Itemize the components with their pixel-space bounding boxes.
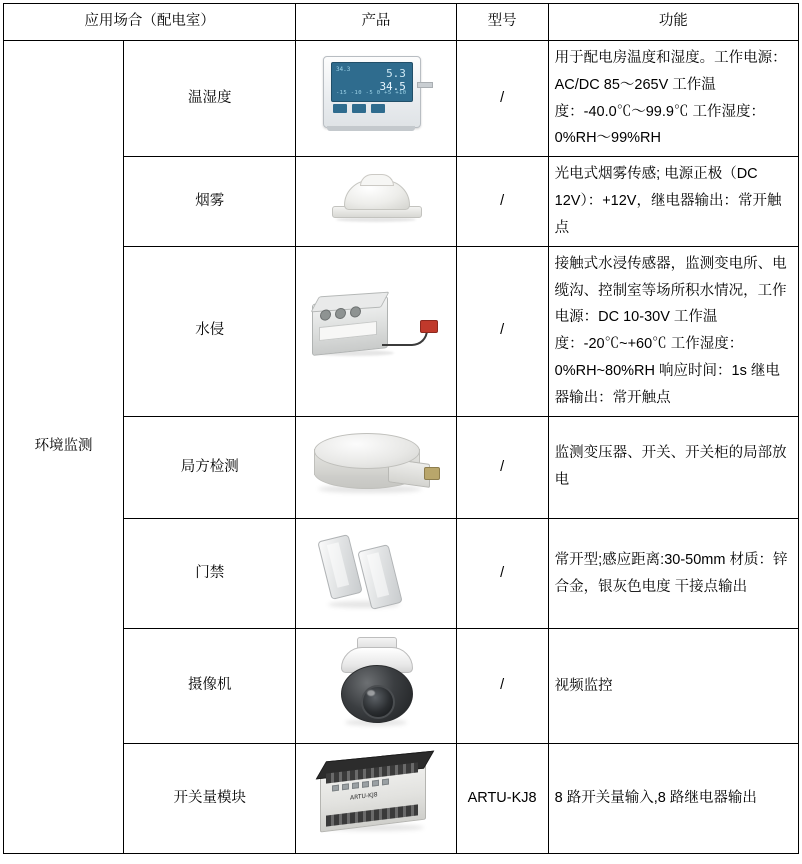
model-cell: / — [456, 246, 548, 416]
detector-top — [360, 174, 394, 186]
model-cell: / — [456, 629, 548, 743]
scene-cell-environment-monitoring: 环境监测 — [4, 41, 124, 854]
sensor-connector — [424, 467, 440, 480]
function-cell: 常开型;感应距离:30-50mm 材质：锌合金，银灰色电度 干接点输出 — [548, 518, 798, 628]
table-header — [4, 4, 799, 41]
ptz-camera-image — [311, 633, 441, 729]
product-image-cell — [296, 518, 456, 628]
device-name-cell: 摄像机 — [124, 629, 296, 743]
header-function: 功能 — [548, 4, 798, 41]
table-row — [4, 246, 799, 416]
display-main-value: 5.3 — [386, 66, 406, 80]
device-name-cell: 水侵 — [124, 246, 296, 416]
product-image-cell — [296, 41, 456, 157]
artu-switch-module-image — [302, 748, 452, 840]
table-row — [4, 416, 799, 518]
partial-discharge-sensor-image — [302, 421, 452, 505]
function-cell: 光电式烟雾传感; 电源正极（DC 12V）：+12V，继电器输出：常开触点 — [548, 157, 798, 246]
table-row — [4, 629, 799, 743]
display-tag: 34.3 — [335, 65, 351, 73]
product-image-cell — [296, 157, 456, 246]
smoke-detector-image — [316, 162, 436, 232]
document-page — [0, 3, 802, 864]
product-image-cell — [296, 629, 456, 743]
model-cell: ARTU-KJ8 — [456, 743, 548, 853]
device-name-cell: 温湿度 — [124, 41, 296, 157]
meter-buttons — [333, 104, 385, 113]
meter-probe — [417, 82, 433, 88]
function-cell: 8 路开关量输入,8 路继电器输出 — [548, 743, 798, 853]
temperature-humidity-sensor-image — [317, 52, 435, 136]
device-name-cell: 门禁 — [124, 518, 296, 628]
header-model: 型号 — [456, 4, 548, 41]
product-image-cell — [296, 743, 456, 853]
product-image-cell — [296, 416, 456, 518]
module-model-label: ARTU-KJ8 — [350, 790, 378, 802]
header-scene: 应用场合（配电室） — [4, 4, 296, 41]
device-name-cell: 局方检测 — [124, 416, 296, 518]
table-row — [4, 157, 799, 246]
meter-base — [327, 126, 415, 131]
meter-display — [331, 62, 413, 102]
table-header-row — [4, 4, 799, 41]
sensor-probe-plug — [420, 320, 438, 333]
water-immersion-sensor-image — [302, 286, 452, 366]
model-cell: / — [456, 41, 548, 157]
model-cell: / — [456, 416, 548, 518]
product-image-cell — [296, 246, 456, 416]
model-cell: / — [456, 157, 548, 246]
equipment-spec-table — [3, 3, 799, 854]
door-contact-sensor-image — [306, 523, 446, 615]
table-row — [4, 743, 799, 853]
table-row — [4, 518, 799, 628]
device-name-cell: 烟雾 — [124, 157, 296, 246]
display-scale: -15 -10 -5 0 +5 +10 — [335, 90, 407, 97]
table-row — [4, 41, 799, 157]
device-name-cell: 开关量模块 — [124, 743, 296, 853]
header-product: 产品 — [296, 4, 456, 41]
function-cell: 视频监控 — [548, 629, 798, 743]
model-cell: / — [456, 518, 548, 628]
function-cell: 接触式水浸传感器，监测变电所、电缆沟、控制室等场所积水情况，工作电源：DC 10-30V 工作温度：-20℃~+60℃ 工作湿度：0%RH~80%RH 响应时间：1s 继电器输出：常开触点 — [548, 246, 798, 416]
table-body — [4, 41, 799, 854]
function-cell: 用于配电房温度和湿度。工作电源：AC/DC 85～265V 工作温度：-40.0℃～99.9℃ 工作湿度：0%RH～99%RH — [548, 41, 798, 157]
display-second-value: 34.5 — [379, 79, 406, 93]
function-cell: 监测变压器、开关、开关柜的局部放电 — [548, 416, 798, 518]
sensor-top-disc — [314, 433, 420, 469]
camera-lens — [361, 685, 395, 719]
